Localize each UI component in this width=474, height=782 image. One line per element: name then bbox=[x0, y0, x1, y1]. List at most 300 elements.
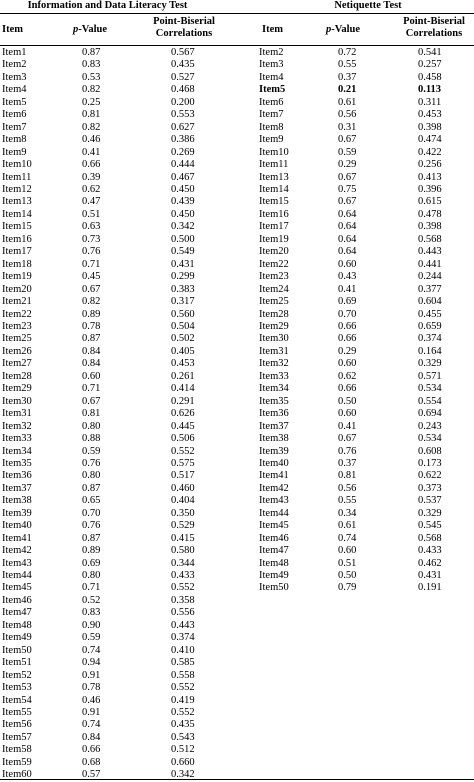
item-cell: Item21 bbox=[2, 296, 32, 308]
table-row bbox=[0, 209, 230, 221]
table-row bbox=[0, 196, 230, 208]
item-cell: Item7 bbox=[259, 109, 284, 121]
item-cell: Item13 bbox=[259, 171, 289, 183]
point-biserial-cell: 0.529 bbox=[171, 520, 195, 532]
item-cell: Item41 bbox=[259, 470, 289, 482]
top-rule bbox=[0, 13, 474, 14]
p-value-cell: 0.82 bbox=[82, 84, 101, 96]
item-cell: Item58 bbox=[2, 744, 32, 756]
p-value-cell: 0.67 bbox=[338, 433, 357, 445]
p-value-cell: 0.81 bbox=[338, 470, 357, 482]
item-cell: Item48 bbox=[259, 557, 289, 569]
point-biserial-cell: 0.502 bbox=[171, 333, 195, 345]
p-value-cell: 0.56 bbox=[338, 482, 357, 494]
table-row bbox=[0, 84, 230, 96]
point-biserial-cell: 0.537 bbox=[418, 495, 442, 507]
p-value-cell: 0.61 bbox=[338, 520, 357, 532]
table-row bbox=[0, 221, 230, 233]
item-cell: Item15 bbox=[2, 221, 32, 233]
point-biserial-cell: 0.413 bbox=[418, 171, 442, 183]
p-value-cell: 0.55 bbox=[338, 59, 357, 71]
right-p-value-header bbox=[326, 24, 360, 36]
item-cell: Item46 bbox=[2, 594, 32, 606]
p-value-cell: 0.74 bbox=[82, 644, 101, 656]
point-biserial-cell: 0.694 bbox=[418, 408, 442, 420]
point-biserial-cell: 0.604 bbox=[418, 296, 442, 308]
p-value-cell: 0.79 bbox=[338, 582, 357, 594]
p-value-cell: 0.67 bbox=[82, 283, 101, 295]
right-item-header: Item bbox=[262, 24, 283, 35]
p-value-cell: 0.81 bbox=[82, 109, 101, 121]
p-value-cell: 0.66 bbox=[338, 320, 357, 332]
table-row bbox=[256, 296, 474, 308]
pb-header-line1: Point-Biserial bbox=[403, 16, 465, 27]
point-biserial-cell: 0.422 bbox=[418, 146, 442, 158]
p-value-cell: 0.53 bbox=[82, 71, 101, 83]
p-value-cell: 0.65 bbox=[82, 495, 101, 507]
table-row bbox=[256, 271, 474, 283]
point-biserial-cell: 0.350 bbox=[171, 507, 195, 519]
item-cell: Item54 bbox=[2, 694, 32, 706]
p-value-cell: 0.67 bbox=[338, 196, 357, 208]
p-value-cell: 0.41 bbox=[82, 146, 101, 158]
p-value-cell: 0.64 bbox=[338, 233, 357, 245]
item-cell: Item28 bbox=[259, 308, 289, 320]
p-value-cell: 0.84 bbox=[82, 358, 101, 370]
p-value-cell: 0.60 bbox=[338, 358, 357, 370]
item-cell: Item16 bbox=[259, 208, 289, 220]
point-biserial-cell: 0.269 bbox=[171, 146, 195, 158]
item-cell: Item44 bbox=[2, 570, 32, 582]
point-biserial-cell: 0.431 bbox=[171, 258, 195, 270]
point-biserial-cell: 0.450 bbox=[171, 183, 195, 195]
table-row bbox=[0, 346, 230, 358]
point-biserial-cell: 0.455 bbox=[418, 308, 442, 320]
table-row bbox=[256, 358, 474, 370]
point-biserial-cell: 0.374 bbox=[171, 632, 195, 644]
left-p-value-header bbox=[73, 24, 107, 36]
item-cell: Item4 bbox=[2, 84, 27, 96]
p-value-cell: 0.59 bbox=[82, 445, 101, 457]
table-row bbox=[0, 682, 230, 694]
p-value-cell: 0.80 bbox=[82, 570, 101, 582]
table-row bbox=[0, 545, 230, 557]
table-row bbox=[256, 371, 474, 383]
item-cell: Item10 bbox=[259, 146, 289, 158]
p-value-cell: 0.82 bbox=[82, 121, 101, 133]
table-row bbox=[0, 184, 230, 196]
item-cell: Item25 bbox=[2, 333, 32, 345]
point-biserial-cell: 0.344 bbox=[171, 557, 195, 569]
point-biserial-cell: 0.541 bbox=[418, 47, 442, 58]
item-cell: Item37 bbox=[2, 482, 32, 494]
table-row bbox=[256, 196, 474, 208]
table-row bbox=[0, 744, 230, 756]
point-biserial-cell: 0.568 bbox=[418, 532, 442, 544]
table-row bbox=[0, 309, 230, 321]
point-biserial-cell: 0.506 bbox=[171, 433, 195, 445]
p-value-cell: 0.60 bbox=[338, 258, 357, 270]
p-value-cell: 0.74 bbox=[338, 532, 357, 544]
p-value-cell: 0.69 bbox=[338, 296, 357, 308]
point-biserial-cell: 0.660 bbox=[171, 756, 195, 768]
table-row bbox=[256, 159, 474, 171]
item-cell: Item37 bbox=[259, 420, 289, 432]
item-cell: Item43 bbox=[259, 495, 289, 507]
p-value-cell: 0.87 bbox=[82, 532, 101, 544]
point-biserial-cell: 0.453 bbox=[418, 109, 442, 121]
table-row bbox=[0, 284, 230, 296]
point-biserial-cell: 0.460 bbox=[171, 482, 195, 494]
item-cell: Item39 bbox=[259, 445, 289, 457]
item-cell: Item17 bbox=[2, 246, 32, 258]
point-biserial-cell: 0.527 bbox=[171, 71, 195, 83]
item-cell: Item43 bbox=[2, 557, 32, 569]
left-pb-header bbox=[142, 16, 226, 40]
point-biserial-cell: 0.299 bbox=[171, 271, 195, 283]
p-value-cell: 0.50 bbox=[338, 570, 357, 582]
p-value-cell: 0.67 bbox=[338, 171, 357, 183]
p-value-cell: 0.45 bbox=[82, 271, 101, 283]
point-biserial-cell: 0.512 bbox=[171, 744, 195, 756]
point-biserial-cell: 0.317 bbox=[171, 296, 195, 308]
table-row bbox=[0, 259, 230, 271]
point-biserial-cell: 0.504 bbox=[171, 320, 195, 332]
item-cell: Item14 bbox=[2, 208, 32, 220]
left-item-header: Item bbox=[2, 24, 23, 35]
p-value-cell: 0.76 bbox=[82, 246, 101, 258]
item-cell: Item49 bbox=[2, 632, 32, 644]
table-row bbox=[256, 383, 474, 395]
table-row bbox=[0, 333, 230, 345]
right-pb-header bbox=[394, 16, 474, 40]
p-value-cell: 0.46 bbox=[82, 134, 101, 146]
table-row bbox=[0, 72, 230, 84]
p-value-cell: 0.80 bbox=[82, 470, 101, 482]
point-biserial-cell: 0.431 bbox=[418, 570, 442, 582]
p-value-cell: 0.91 bbox=[82, 707, 101, 719]
table-row bbox=[0, 533, 230, 545]
table-row bbox=[256, 184, 474, 196]
p-value-cell: 0.70 bbox=[82, 507, 101, 519]
table-row bbox=[0, 246, 230, 258]
item-cell: Item50 bbox=[259, 582, 289, 594]
point-biserial-cell: 0.410 bbox=[171, 644, 195, 656]
item-cell: Item36 bbox=[2, 470, 32, 482]
item-cell: Item44 bbox=[259, 507, 289, 519]
p-value-cell: 0.64 bbox=[338, 221, 357, 233]
table-row bbox=[0, 520, 230, 532]
item-cell: Item45 bbox=[2, 582, 32, 594]
item-cell: Item11 bbox=[259, 159, 289, 171]
item-cell: Item32 bbox=[259, 358, 289, 370]
point-biserial-cell: 0.500 bbox=[171, 233, 195, 245]
point-biserial-cell: 0.200 bbox=[171, 96, 195, 108]
table-row bbox=[0, 159, 230, 171]
item-cell: Item24 bbox=[259, 283, 289, 295]
item-cell: Item22 bbox=[259, 258, 289, 270]
point-biserial-cell: 0.439 bbox=[171, 196, 195, 208]
item-cell: Item53 bbox=[2, 682, 32, 694]
table-row bbox=[256, 520, 474, 532]
point-biserial-cell: 0.458 bbox=[418, 71, 442, 83]
p-value-cell: 0.81 bbox=[82, 408, 101, 420]
point-biserial-cell: 0.552 bbox=[171, 445, 195, 457]
pb-header-line2: Correlations bbox=[405, 28, 463, 39]
point-biserial-cell: 0.444 bbox=[171, 159, 195, 171]
p-value-cell: 0.91 bbox=[82, 669, 101, 681]
p-value-cell: 0.59 bbox=[338, 146, 357, 158]
point-biserial-cell: 0.329 bbox=[418, 358, 442, 370]
point-biserial-cell: 0.405 bbox=[171, 345, 195, 357]
p-value-cell: 0.68 bbox=[82, 756, 101, 768]
item-cell: Item14 bbox=[259, 183, 289, 195]
item-cell: Item47 bbox=[2, 607, 32, 619]
table-row bbox=[256, 446, 474, 458]
point-biserial-cell: 0.445 bbox=[171, 420, 195, 432]
table-row bbox=[256, 221, 474, 233]
p-value-cell: 0.37 bbox=[338, 457, 357, 469]
table-row bbox=[0, 558, 230, 570]
p-value-cell: 0.76 bbox=[82, 520, 101, 532]
p-value-cell: 0.76 bbox=[82, 457, 101, 469]
p-value-cell: 0.21 bbox=[338, 84, 357, 96]
point-biserial-cell: 0.415 bbox=[171, 532, 195, 544]
item-cell: Item50 bbox=[2, 644, 32, 656]
item-cell: Item35 bbox=[259, 395, 289, 407]
item-cell: Item2 bbox=[259, 47, 284, 58]
table-row bbox=[256, 508, 474, 520]
table-row bbox=[0, 172, 230, 184]
item-cell: Item51 bbox=[2, 657, 32, 669]
table-row bbox=[256, 570, 474, 582]
p-value-cell: 0.66 bbox=[338, 333, 357, 345]
p-value-cell: 0.37 bbox=[338, 71, 357, 83]
left-table-body bbox=[0, 47, 230, 782]
p-value-cell: 0.29 bbox=[338, 159, 357, 171]
item-cell: Item45 bbox=[259, 520, 289, 532]
point-biserial-cell: 0.462 bbox=[418, 557, 442, 569]
point-biserial-cell: 0.622 bbox=[418, 470, 442, 482]
point-biserial-cell: 0.261 bbox=[171, 370, 195, 382]
p-value-cell: 0.89 bbox=[82, 308, 101, 320]
point-biserial-cell: 0.552 bbox=[171, 582, 195, 594]
p-value-cell: 0.89 bbox=[82, 545, 101, 557]
point-biserial-cell: 0.615 bbox=[418, 196, 442, 208]
point-biserial-cell: 0.571 bbox=[418, 370, 442, 382]
point-biserial-cell: 0.386 bbox=[171, 134, 195, 146]
point-biserial-cell: 0.549 bbox=[171, 246, 195, 258]
item-cell: Item3 bbox=[259, 59, 284, 71]
p-value-cell: 0.73 bbox=[82, 233, 101, 245]
item-cell: Item8 bbox=[2, 134, 27, 146]
item-cell: Item47 bbox=[259, 545, 289, 557]
point-biserial-cell: 0.398 bbox=[418, 221, 442, 233]
p-value-cell: 0.83 bbox=[82, 607, 101, 619]
point-biserial-cell: 0.291 bbox=[171, 395, 195, 407]
item-cell: Item55 bbox=[2, 707, 32, 719]
item-cell: Item42 bbox=[2, 545, 32, 557]
p-value-cell: 0.64 bbox=[338, 208, 357, 220]
p-value-cell: 0.72 bbox=[338, 47, 357, 58]
item-cell: Item11 bbox=[2, 171, 32, 183]
table-row bbox=[0, 645, 230, 657]
p-value-cell: 0.31 bbox=[338, 121, 357, 133]
point-biserial-cell: 0.243 bbox=[418, 420, 442, 432]
table-row bbox=[0, 396, 230, 408]
item-cell: Item38 bbox=[259, 433, 289, 445]
p-value-cell: 0.94 bbox=[82, 657, 101, 669]
p-value-cell: 0.60 bbox=[82, 370, 101, 382]
table-row bbox=[0, 358, 230, 370]
table-row bbox=[0, 122, 230, 134]
item-cell: Item6 bbox=[2, 109, 27, 121]
table-row bbox=[256, 396, 474, 408]
p-value-cell: 0.29 bbox=[338, 345, 357, 357]
right-table-body bbox=[256, 47, 474, 595]
p-value-cell: 0.84 bbox=[82, 731, 101, 743]
header-rule bbox=[0, 45, 474, 46]
table-row bbox=[256, 209, 474, 221]
item-cell: Item52 bbox=[2, 669, 32, 681]
table-row bbox=[0, 371, 230, 383]
table-row bbox=[0, 97, 230, 109]
table-row bbox=[256, 109, 474, 121]
p-value-cell: 0.59 bbox=[82, 632, 101, 644]
table-row bbox=[256, 408, 474, 420]
p-value-cell: 0.63 bbox=[82, 221, 101, 233]
table-row bbox=[256, 470, 474, 482]
point-biserial-cell: 0.374 bbox=[418, 333, 442, 345]
item-cell: Item33 bbox=[2, 433, 32, 445]
p-value-cell: 0.69 bbox=[82, 557, 101, 569]
item-cell: Item5 bbox=[2, 96, 27, 108]
item-cell: Item49 bbox=[259, 570, 289, 582]
p-value-cell: 0.52 bbox=[82, 594, 101, 606]
table-row bbox=[0, 607, 230, 619]
p-value-cell: 0.78 bbox=[82, 682, 101, 694]
item-cell: Item30 bbox=[2, 395, 32, 407]
table-row bbox=[256, 147, 474, 159]
p-value-cell: 0.60 bbox=[338, 545, 357, 557]
point-biserial-cell: 0.377 bbox=[418, 283, 442, 295]
p-value-cell: 0.39 bbox=[82, 171, 101, 183]
point-biserial-cell: 0.342 bbox=[171, 769, 195, 781]
item-cell: Item6 bbox=[259, 96, 284, 108]
item-cell: Item35 bbox=[2, 457, 32, 469]
table-row bbox=[0, 570, 230, 582]
point-biserial-cell: 0.404 bbox=[171, 495, 195, 507]
point-biserial-cell: 0.113 bbox=[418, 84, 442, 96]
p-value-cell: 0.51 bbox=[82, 208, 101, 220]
item-cell: Item26 bbox=[2, 345, 32, 357]
table-row bbox=[0, 695, 230, 707]
point-biserial-cell: 0.342 bbox=[171, 221, 195, 233]
item-cell: Item59 bbox=[2, 756, 32, 768]
left-table-title: Information and Data Literacy Test bbox=[27, 0, 188, 11]
table-row bbox=[256, 259, 474, 271]
p-suffix: -Value bbox=[331, 24, 361, 35]
table-row bbox=[256, 72, 474, 84]
point-biserial-cell: 0.329 bbox=[418, 507, 442, 519]
table-row bbox=[0, 470, 230, 482]
item-cell: Item30 bbox=[259, 333, 289, 345]
item-cell: Item3 bbox=[2, 71, 27, 83]
p-value-cell: 0.84 bbox=[82, 345, 101, 357]
table-row bbox=[256, 246, 474, 258]
p-value-cell: 0.88 bbox=[82, 433, 101, 445]
item-cell: Item19 bbox=[259, 233, 289, 245]
point-biserial-cell: 0.164 bbox=[418, 345, 442, 357]
table-row bbox=[0, 732, 230, 744]
p-value-cell: 0.62 bbox=[338, 370, 357, 382]
p-value-cell: 0.57 bbox=[82, 769, 101, 781]
table-row bbox=[0, 271, 230, 283]
p-value-cell: 0.71 bbox=[82, 582, 101, 594]
p-value-cell: 0.83 bbox=[82, 59, 101, 71]
item-cell: Item41 bbox=[2, 532, 32, 544]
item-cell: Item25 bbox=[259, 296, 289, 308]
point-biserial-cell: 0.558 bbox=[171, 669, 195, 681]
point-biserial-cell: 0.191 bbox=[418, 582, 442, 594]
table-row bbox=[256, 333, 474, 345]
table-row bbox=[256, 234, 474, 246]
point-biserial-cell: 0.373 bbox=[418, 482, 442, 494]
p-value-cell: 0.51 bbox=[338, 557, 357, 569]
point-biserial-cell: 0.443 bbox=[171, 619, 195, 631]
item-cell: Item7 bbox=[2, 121, 27, 133]
point-biserial-cell: 0.435 bbox=[171, 719, 195, 731]
point-biserial-cell: 0.474 bbox=[418, 134, 442, 146]
table-row bbox=[256, 346, 474, 358]
point-biserial-cell: 0.554 bbox=[418, 395, 442, 407]
table-row bbox=[0, 632, 230, 644]
p-value-cell: 0.71 bbox=[82, 258, 101, 270]
point-biserial-cell: 0.173 bbox=[418, 457, 442, 469]
p-value-cell: 0.74 bbox=[82, 719, 101, 731]
item-cell: Item40 bbox=[2, 520, 32, 532]
p-value-cell: 0.47 bbox=[82, 196, 101, 208]
point-biserial-cell: 0.450 bbox=[171, 208, 195, 220]
item-cell: Item34 bbox=[259, 383, 289, 395]
p-value-cell: 0.67 bbox=[82, 395, 101, 407]
table-row bbox=[256, 47, 474, 59]
item-cell: Item20 bbox=[2, 283, 32, 295]
p-value-cell: 0.82 bbox=[82, 296, 101, 308]
p-value-cell: 0.50 bbox=[338, 395, 357, 407]
table-row bbox=[0, 670, 230, 682]
point-biserial-cell: 0.396 bbox=[418, 183, 442, 195]
pb-header-line1: Point-Biserial bbox=[153, 16, 215, 27]
item-cell: Item32 bbox=[2, 420, 32, 432]
table-row bbox=[256, 321, 474, 333]
table-row bbox=[0, 508, 230, 520]
point-biserial-cell: 0.552 bbox=[171, 682, 195, 694]
point-biserial-cell: 0.443 bbox=[418, 246, 442, 258]
p-value-cell: 0.60 bbox=[338, 408, 357, 420]
table-row bbox=[256, 533, 474, 545]
point-biserial-cell: 0.383 bbox=[171, 283, 195, 295]
point-biserial-cell: 0.398 bbox=[418, 121, 442, 133]
table-row bbox=[0, 433, 230, 445]
table-row bbox=[0, 321, 230, 333]
item-cell: Item27 bbox=[2, 358, 32, 370]
point-biserial-cell: 0.358 bbox=[171, 594, 195, 606]
item-cell: Item8 bbox=[259, 121, 284, 133]
right-table-title: Netiquette Test bbox=[334, 0, 402, 11]
table-row bbox=[256, 97, 474, 109]
item-cell: Item56 bbox=[2, 719, 32, 731]
